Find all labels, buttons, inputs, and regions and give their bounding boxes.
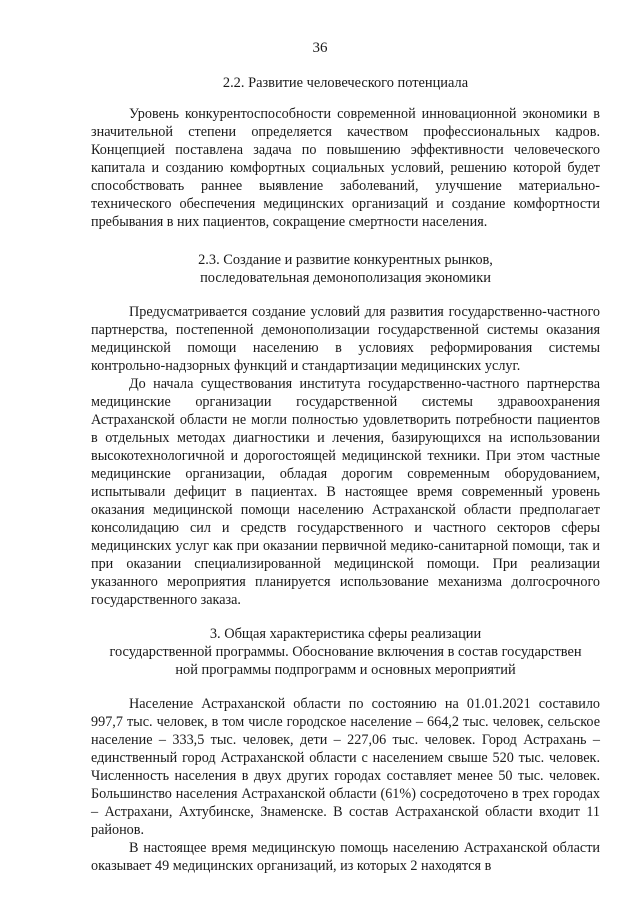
heading-line: государственной программы. Обоснование включения в состав государствен: [109, 644, 582, 660]
paragraph: Уровень конкурентоспособности современной инновационной экономики в значительной степени определяется качеством профессиональных кадров. Концепцией поставлена задача по повышению эффективности человеческого капитала и созданию комфортных социальных условий, решению которой будет способствовать раннее выявление заболеваний, улучшение материально-технического обеспечения медицинских организаций и создание комфортности пребывания в них пациентов, сокращение смертности населения.: [91, 106, 600, 230]
heading-line: 2.2. Развитие человеческого потенциала: [222, 75, 469, 91]
heading-line: 2.3. Создание и развитие конкурентных рынков,: [198, 252, 493, 268]
heading-line: 3. Общая характеристика сферы реализации: [209, 626, 482, 642]
paragraph: Население Астраханской области по состоянию на 01.01.2021 составило 997,7 тыс. человек, в том числе городское население – 664,2 тыс. человек, сельское население – 333,5 тыс. человек, дети – 227,06 тыс. человек. Город Астрахань – единственный город Астраханской области с населением свыше 520 тыс. человек. Численность населения в двух других городах составляет менее 50 тыс. человек. Большинство населения Астраханской области (61%) сосредоточено в трех городах – Астрахани, Ахтубинске, Знаменске. В состав Астраханской области входит 11 районов.: [91, 696, 600, 838]
page-number: 36: [312, 40, 328, 56]
heading-line: последовательная демонополизация экономики: [200, 270, 491, 286]
paragraph: До начала существования института государственно-частного партнерства медицинские организации государственной системы здравоохранения Астраханской области не могли полностью удовлетворить потребности пациентов в отдельных методах диагностики и лечения, базирующихся на использовании высокотехнологичной и дорогостоящей медицинской техники. При этом частные медицинские организации, обладая дорогим современным оборудованием, испытывали дефицит в пациентах. В настоящее время современный уровень оказания медицинской помощи населению Астраханской области предполагает консолидацию сил и средств государственного и частного секторов сферы медицинских услуг как при оказании первичной медико-санитарной помощи, так и при оказании специализированной медицинской помощи. При реализации указанного мероприятия планируется использование механизма долгосрочного государственного заказа.: [91, 376, 600, 608]
paragraph: В настоящее время медицинскую помощь населению Астраханской области оказывает 49 медицинских организаций, из которых 2 находятся в: [91, 840, 600, 874]
section-body-2-2: [91, 105, 600, 231]
section-body-3: [91, 695, 600, 875]
heading-line: ной программы подпрограмм и основных мероприятий: [175, 662, 516, 678]
section-body-2-3: [91, 303, 600, 609]
section-heading-3: [91, 625, 600, 679]
paragraph: Предусматривается создание условий для развития государственно-частного партнерства, постепенной демонополизации государственной системы оказания медицинской помощи населению в условиях реформирования системы контрольно-надзорных функций и стандартизации медицинских услуг.: [91, 304, 600, 374]
section-heading-2-3: [91, 251, 600, 287]
